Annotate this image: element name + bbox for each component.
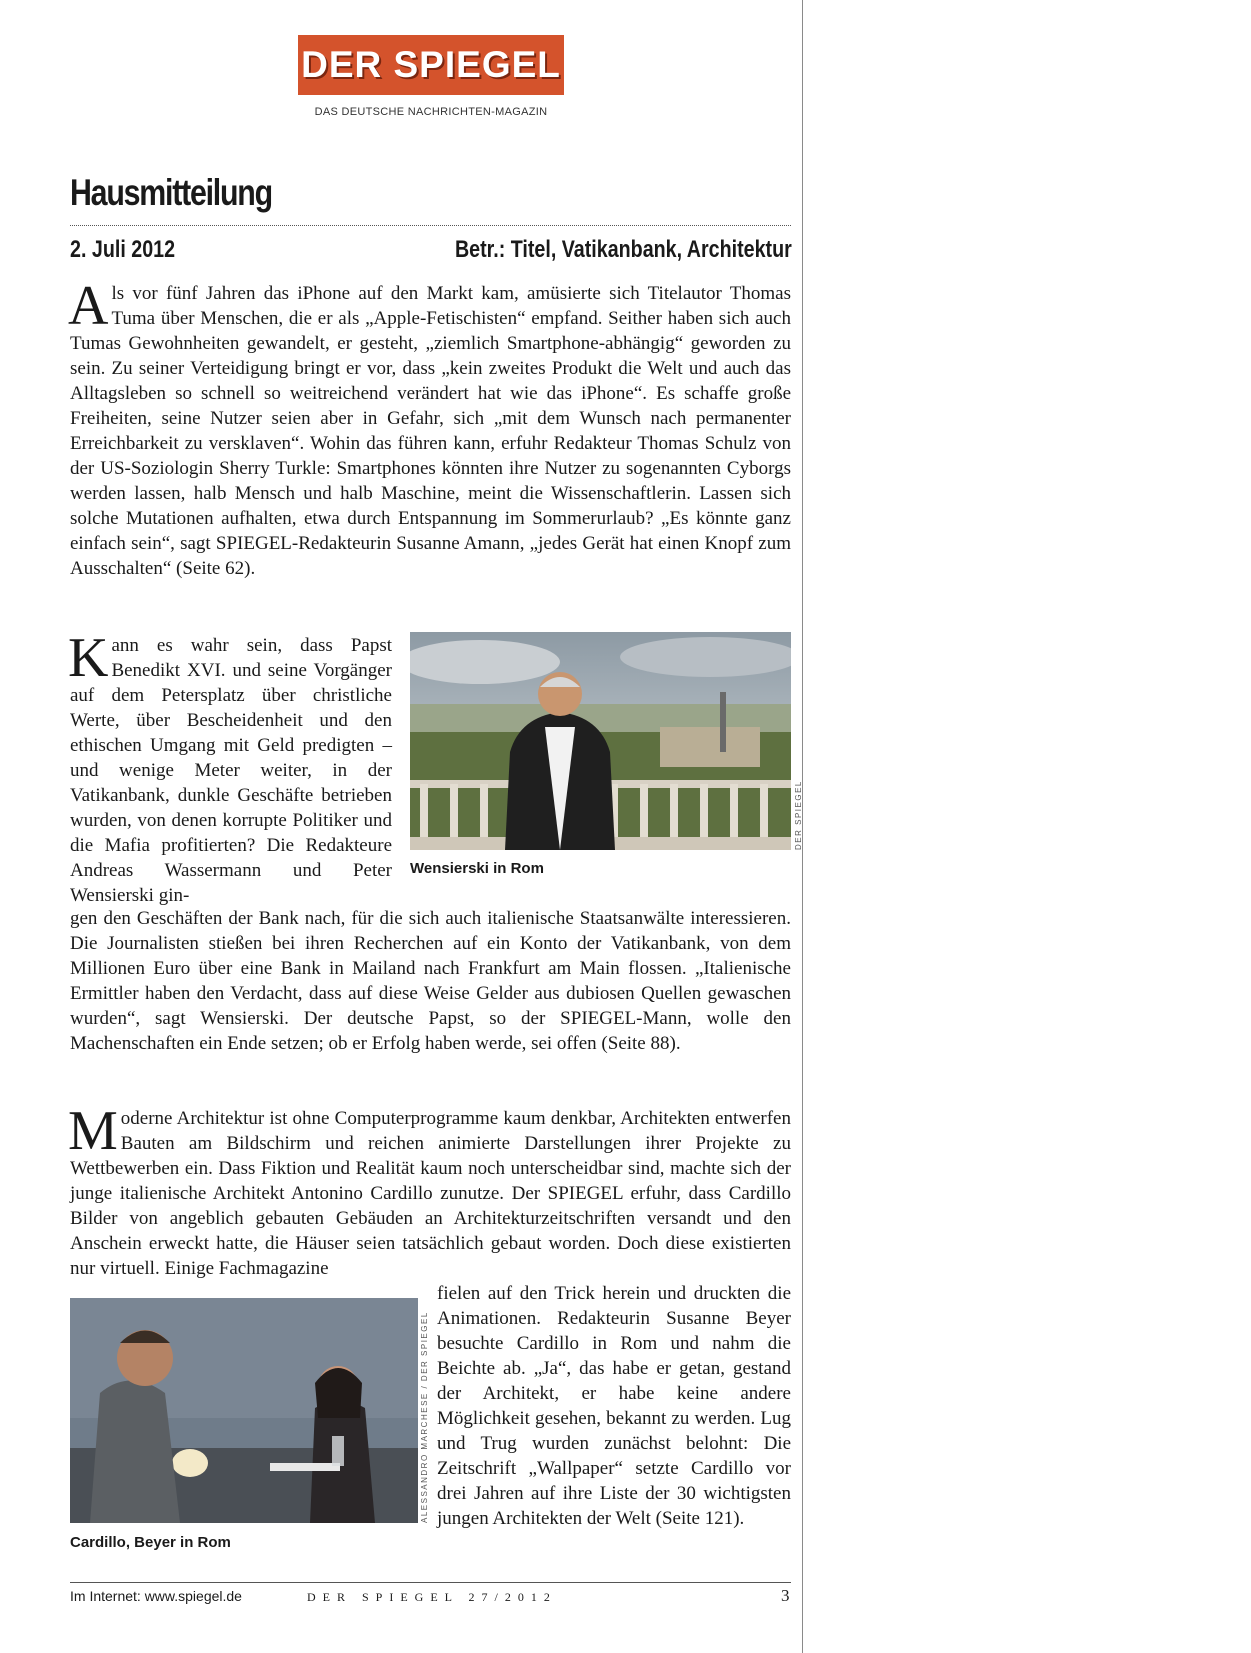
photo-caption: Cardillo, Beyer in Rom: [70, 1534, 231, 1551]
article-architecture-column: fielen auf den Trick herein und druckten die Animationen. Redakteurin Susanne Beyer besuchte Cardillo in Rom und nahm die Beichte ab. „Ja“, das habe er getan, gestand der Architekt, er habe keine andere Möglichkeit gesehen, bekannt zu werden. Lug und Trug wurden zunächst belohnt: Die Zeitschrift „Wallpaper“ setzte Cardillo vor drei Jahren auf ihre Liste der 30 wichtigsten jungen Architekten der Welt (Seite 121).: [437, 1283, 791, 1529]
article-text: ann es wahr sein, dass Papst Benedikt XVI. und seine Vorgänger auf dem Petersplatz über christliche Werte, über Bescheidenheit und den ethischen Umgang mit Geld predigten – und wenige Meter weiter, in der Vatikanbank, dunkle Geschäfte betrieben wurden, von denen korrupte Politiker und die Mafia profitierten? Die Redakteure Andreas Wassermann und Peter Wensierski gin-: [70, 635, 392, 906]
photo-caption: Wensierski in Rom: [410, 860, 544, 877]
article-text: ls vor fünf Jahren das iPhone auf den Markt kam, amüsierte sich Titelautor Thomas Tuma über Menschen, die er als „Apple-Fetischisten“ empfand. Seither haben sich auch Tumas Gewohnheiten gewandelt, er gesteht, „ziemlich Smartphone-abhängig“ geworden zu sein. Zu seiner Verteidigung bringt er vor, dass „kein zweites Produkt die Welt und auch das Alltagsleben so schnell so weitreichend verändert hat wie das iPhone“. Es schaffe große Freiheiten, seine Nutzer seien aber in Gefahr, sich „mit dem Wunsch nach permanenter Erreichbarkeit zu versklaven“. Wohin das führen kann, erfuhr Redakteur Thomas Schulz von der US-Soziologin Sherry Turkle: Smartphones könnten ihre Nutzer zu sogenannten Cyborgs werden lassen, halb Mensch und halb Maschine, meint die Wissenschaftlerin. Lassen sich solche Mutationen aufhalten, etwa durch Entspannung im Sommerurlaub? „Es könnte ganz einfach sein“, sagt SPIEGEL-Redakteurin Susanne Amann, „jedes Gerät hat einen Knopf zum Ausschalten“ (Seite 62).: [70, 283, 791, 579]
photo-credit: DER SPIEGEL: [794, 780, 803, 850]
page-title: Hausmitteilung: [70, 172, 272, 213]
footer-website: Im Internet: www.spiegel.de: [70, 1588, 242, 1604]
drop-cap: K: [68, 627, 109, 689]
spiegel-logo: [298, 35, 564, 95]
issue-date: 2. Juli 2012: [70, 236, 176, 263]
article-architecture-body: [68, 1100, 791, 1281]
title-divider: [70, 225, 791, 226]
page-number: 3: [781, 1586, 790, 1605]
cardillo-beyer-photo: [70, 1298, 418, 1523]
article-vatican-body: gen den Geschäften der Bank nach, für die sich auch italienische Staatsanwälte interessieren. Die Journalisten stießen bei ihren Recherchen auf ein Konto der Vatikanbank, von dem Millionen Euro über eine Bank in Mailand nach Frankfurt am Main flossen. „Italienische Ermittler haben den Verdacht, dass auf diese Weise Gelder aus dubiosen Quellen gewaschen wurden“, sagt Wensierski. Der deutsche Papst, so der SPIEGEL-Mann, wolle den Machenschaften ein Ende setzen; ob er Erfolg haben werde, sei offen (Seite 88).: [70, 908, 791, 1054]
logo-tagline: DAS DEUTSCHE NACHRICHTEN-MAGAZIN: [314, 106, 548, 118]
article-vatican-column: [68, 627, 392, 908]
article-iphone: [68, 275, 791, 581]
footer-rule: [70, 1582, 791, 1583]
subject-line: Betr.: Titel, Vatikanbank, Architektur: [455, 236, 792, 263]
photo-credit: ALESSANDRO MARCHESE / DER SPIEGEL: [420, 1311, 429, 1523]
footer-issue: DER SPIEGEL 27/2012: [307, 1590, 557, 1604]
logo-text: DER SPIEGEL: [301, 44, 561, 85]
wensierski-photo: [410, 632, 791, 850]
drop-cap: M: [68, 1100, 118, 1162]
drop-cap: A: [68, 275, 109, 337]
article-text: oderne Architektur ist ohne Computerprogramme kaum denkbar, Architekten entwerfen Bauten am Bildschirm und reichen animierte Darstellungen ihrer Projekte zu Wettbewerben ein. Dass Fiktion und Realität kaum noch unterscheidbar sind, machte sich der junge italienische Architekt Antonino Cardillo zunutze. Der SPIEGEL erfuhr, dass Cardillo Bilder von angeblich gebauten Gebäuden an Architekturzeitschriften versandt und den Anschein erweckt hatte, die Häuser seien tatsächlich gebaut worden. Doch diese existierten nur virtuell. Einige Fachmagazine: [70, 1108, 791, 1279]
